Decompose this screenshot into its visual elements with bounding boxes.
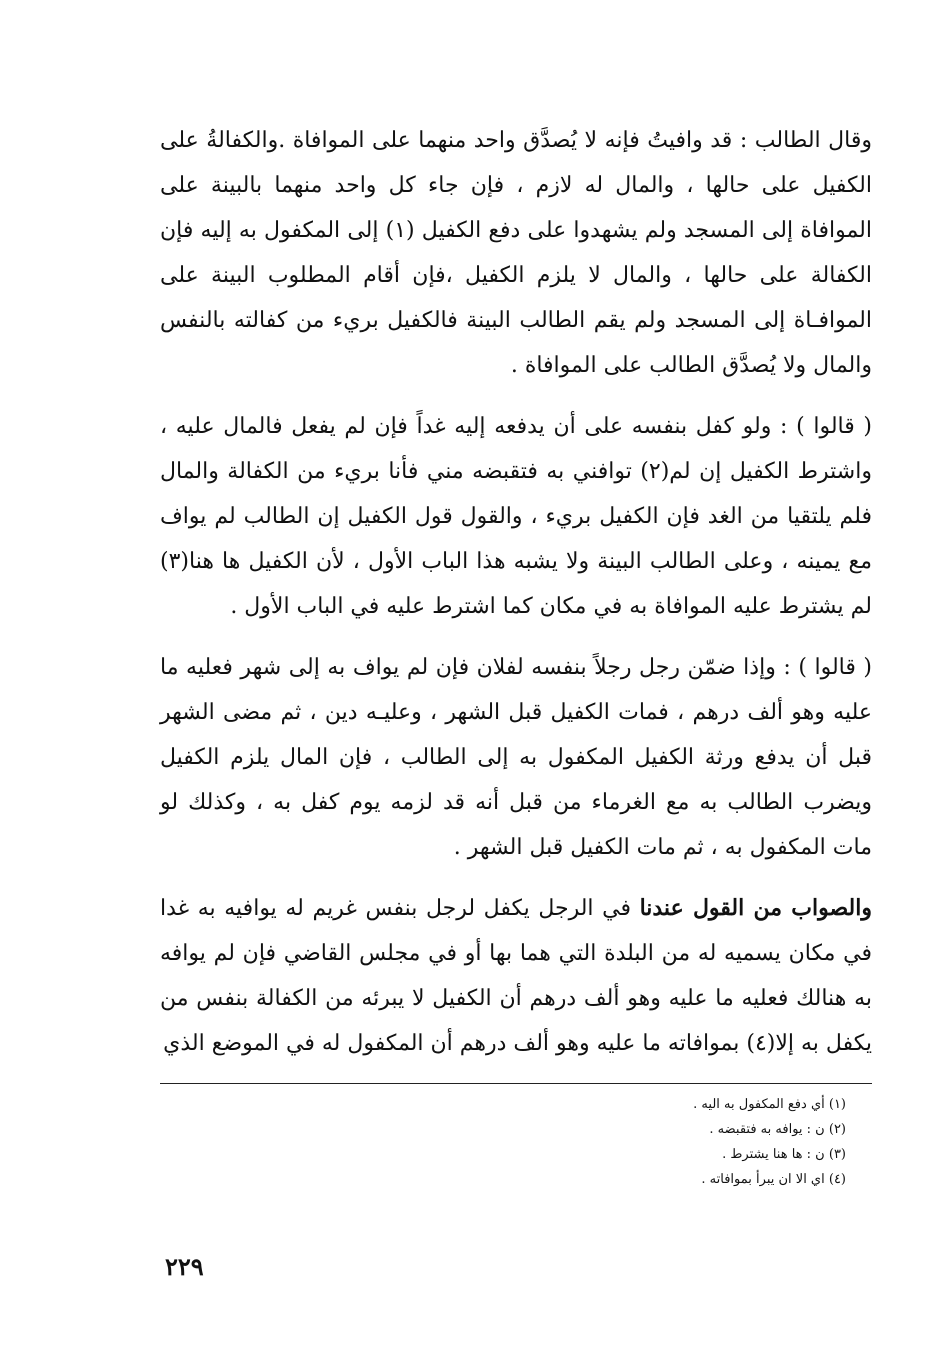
paragraph-text: ( قالوا ) : ولو كفل بنفسه على أن يدفعه إليه غداً فإن لم يفعل فالمال عليه ، واشترط الكفيل إن لم(٢) توافني به فتقبضه مني فأنا بريء من الكفالة والمال فلم يلتقيا من الغد فإن الكفيل بريء ، والقول قول الكفيل إن الطالب لم يواف مع يمينه ، وعلى الطالب البينة ولا يشبه هذا الباب الأول ، لأن الكفيل ها هنا(٣) لم يشترط عليه الموافاة به في مكان كما اشترط عليه في الباب الأول . xyxy=(160,414,873,619)
page-number: ٢٢٩ xyxy=(165,1252,204,1281)
paragraph-text: في الرجل يكفل لرجل بنفس غريم له يوافيه به غدا في مكان يسميه له من البلدة التي هما بها أو في مجلس القاضي فإن لم يوافه به هنالك فعليه ما عليه وهو ألف درهم أن الكفيل لا يبرئه من الكفالة بنفس من يكفل به إلا(٤) بموافاته ما عليه وهو ألف درهم أن المكفول له في الموضع الذي xyxy=(160,896,872,1056)
paragraph-2 xyxy=(160,404,872,629)
footnote-1: (١) أي دفع المكفول به اليه . xyxy=(693,1097,846,1112)
footnote-divider xyxy=(160,1083,872,1084)
paragraph-text: ( قالوا ) : وإذا ضمّن رجل رجلاً بنفسه لفلان فإن لم يواف به إلى شهر فعليه ما عليه وهو ألف درهم ، فمات الكفيل قبل الشهر ، وعليـه دين ، ثم مضى الشهر قبل أن يدفع ورثة الكفيل المكفول به إلى الطالب ، فإن المال يلزم الكفيل ويضرب الطالب به مع الغرماء من قبل أنه قد لزمه يوم كفل به ، وكذلك لو مات المكفول به ، ثم مات الكفيل قبل الشهر . xyxy=(160,655,872,860)
paragraph-1 xyxy=(160,118,872,388)
footnote-4: (٤) اي الا ان يبرأ بموافاته . xyxy=(701,1172,846,1187)
paragraph-3 xyxy=(160,645,872,870)
footnote-3: (٣) ن : ها هنا يشترط . xyxy=(722,1147,846,1162)
paragraph-lead: والصواب من القول عندنا xyxy=(639,895,872,921)
footnotes-list xyxy=(160,1092,846,1192)
footnote-2: (٢) ن : يوافه به فتقبضه . xyxy=(709,1122,846,1137)
paragraph-text: وقال الطالب : قد وافيتُ فإنه لا يُصدَّق واحد منهما على الموافاة .والكفالةُ على الكفيل على حالها ، والمال له لازم ، فإن جاء كل واحد منهما بالبينة على الموافاة إلى المسجد ولم يشهدوا على دفع الكفيل (١) إلى المكفول به إليه فإن الكفالة على حالها ، والمال لا يلزم الكفيل ،فإن أقام المطلوب البينة على الموافـاة إلى المسجد ولم يقم الطالب البينة فالكفيل بريء من كفالته بالنفس والمال ولا يُصدَّق الطالب على الموافاة . xyxy=(160,128,872,378)
main-text xyxy=(160,118,872,1066)
paragraph-4 xyxy=(160,886,872,1066)
